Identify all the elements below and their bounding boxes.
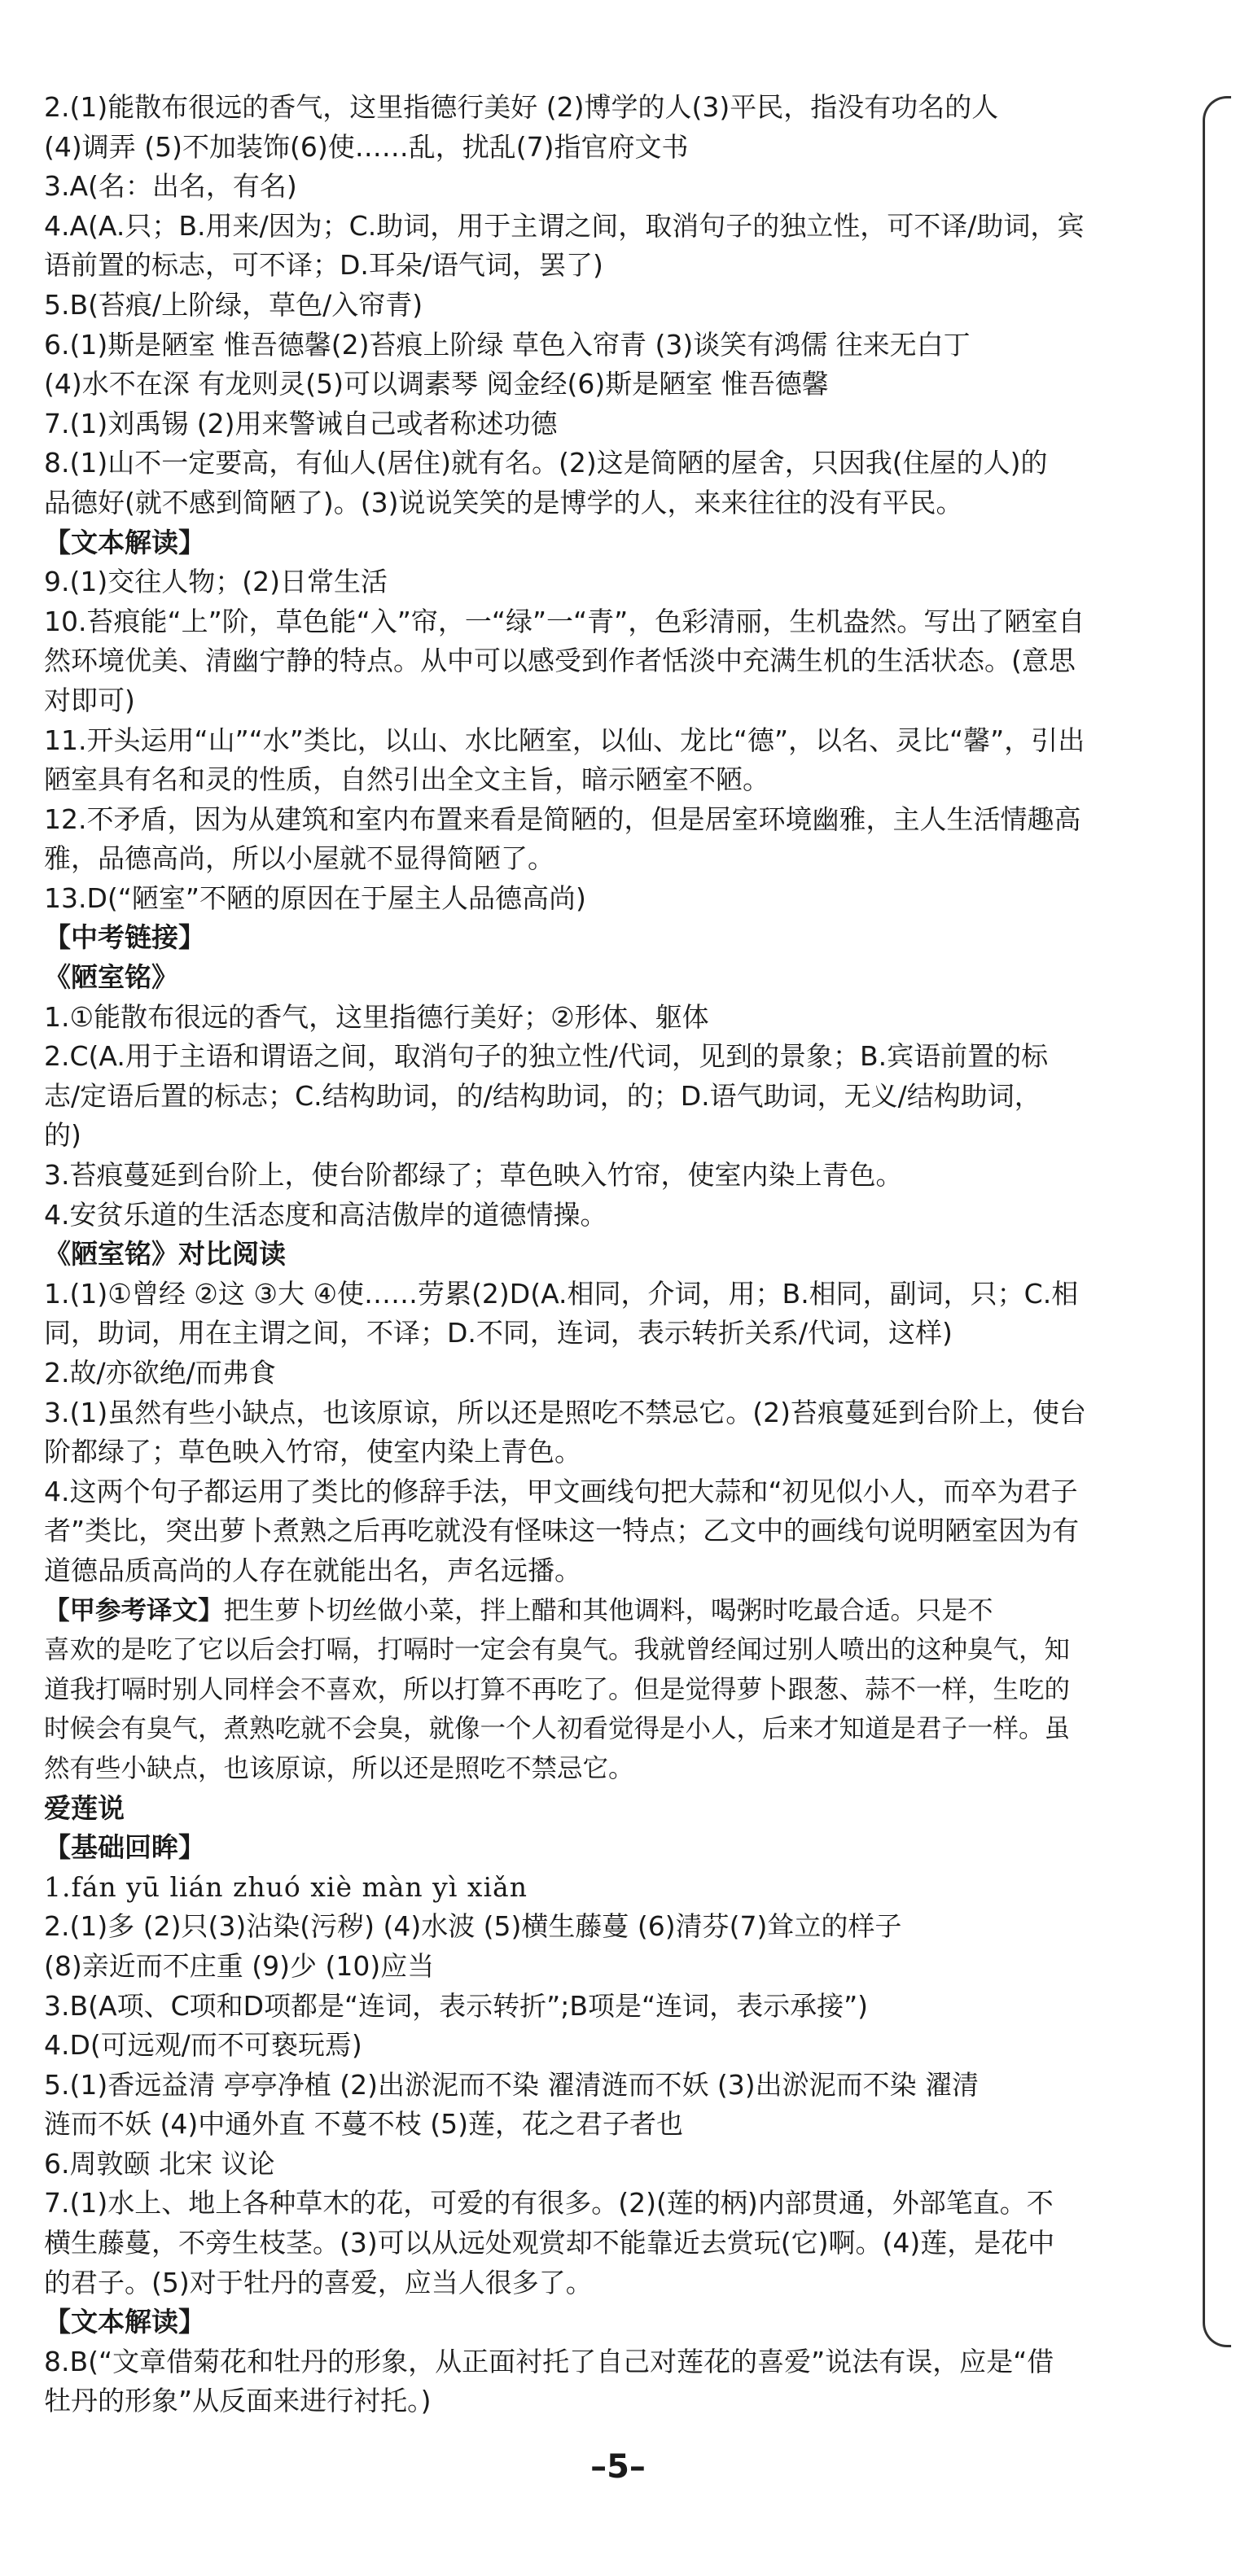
- section-heading: [44, 958, 1208, 998]
- line-text: 的): [44, 1119, 81, 1152]
- text-line: [44, 1314, 1208, 1354]
- line-text: 【文本解读】: [44, 526, 205, 558]
- line-text: 10.苔痕能“上”阶，草色能“入”帘，一“绿”一“青”，色彩清丽，生机盎然。写出了陋室自: [44, 605, 1085, 637]
- text-line: [44, 2145, 1208, 2185]
- line-text: 道我打嗝时别人同样会不喜欢，所以打算不再吃了。但是觉得萝卜跟葱、蒜不一样，生吃的: [44, 1674, 1071, 1704]
- line-text: 8.(1)山不一定要高，有仙人(居住)就有名。(2)这是简陋的屋舍，只因我(住屋的人)的: [44, 447, 1048, 479]
- line-text: 【文本解读】: [44, 2306, 205, 2338]
- text-line: [44, 1393, 1208, 1433]
- text-line: [44, 444, 1208, 483]
- line-text: 【中考链接】: [44, 921, 205, 954]
- line-text: 1.①能散布很远的香气，这里指德行美好；②形体、躯体: [44, 1000, 709, 1033]
- text-line: [44, 167, 1208, 207]
- text-line: [44, 1630, 1208, 1670]
- line-text: 9.(1)交往人物；(2)日常生活: [44, 566, 388, 598]
- text-line: [44, 207, 1208, 247]
- section-heading: [44, 2303, 1208, 2342]
- line-text: 3.(1)虽然有些小缺点，也该原谅，所以还是照吃不禁忌它。(2)苔痕蔓延到台阶上，使台: [44, 1396, 1086, 1428]
- text-line: [44, 1077, 1208, 1117]
- line-text: 2.(1)能散布很远的香气，这里指德行美好 (2)博学的人(3)平民，指没有功名的人: [44, 91, 999, 123]
- line-text: 的君子。(5)对于牡丹的喜爱，应当人很多了。: [44, 2266, 593, 2298]
- line-text: 横生藤蔓，不旁生枝茎。(3)可以从远处观赏却不能靠近去赏玩(它)啊。(4)莲，是花中: [44, 2227, 1055, 2259]
- margin-bracket: [1203, 96, 1231, 2347]
- line-text: 12.不矛盾，因为从建筑和室内布置来看是简陋的，但是居室环境幽雅，主人生活情趣高: [44, 803, 1081, 835]
- line-text: 对即可): [44, 684, 135, 716]
- line-text: 5.B(苔痕/上阶绿，草色/入帘青): [44, 288, 423, 321]
- section-heading: [44, 1828, 1208, 1868]
- line-text: 然环境优美、清幽宁静的特点。从中可以感受到作者恬淡中充满生机的生活状态。(意思: [44, 645, 1076, 677]
- line-text: 涟而不妖 (4)中通外直 不蔓不枝 (5)莲，花之君子者也: [44, 2108, 683, 2141]
- text-line: [44, 1947, 1208, 1987]
- text-line: [44, 2184, 1208, 2224]
- line-text: 道德品质高尚的人存在就能出名，声名远播。: [44, 1554, 581, 1586]
- text-line: [44, 88, 1208, 128]
- line-text: 4.这两个句子都运用了类比的修辞手法，甲文画线句把大蒜和“初见似小人，而卒为君子: [44, 1475, 1078, 1507]
- text-line: [44, 1551, 1208, 1591]
- text-line: [44, 1591, 1208, 1631]
- line-text: 阶都绿了；草色映入竹帘，使室内染上青色。: [44, 1436, 581, 1468]
- text-line: [44, 2026, 1208, 2066]
- text-line: [44, 365, 1208, 405]
- text-line: [44, 760, 1208, 800]
- text-line: [44, 998, 1208, 1038]
- text-line: [44, 2342, 1208, 2382]
- text-line: [44, 2105, 1208, 2145]
- line-text: 4.安贫乐道的生活态度和高洁傲岸的道德情操。: [44, 1198, 607, 1231]
- line-text: 6.(1)斯是陋室 惟吾德馨(2)苔痕上阶绿 草色入帘青 (3)谈笑有鸿儒 往来无白丁: [44, 328, 971, 361]
- line-text: 《陋室铭》: [44, 961, 178, 994]
- line-text: 2.(1)多 (2)只(3)沾染(污秽) (4)水波 (5)横生藤蔓 (6)清芬(7)耸立的样子: [44, 1910, 902, 1943]
- line-text: 4.A(A.只；B.用来/因为；C.助词，用于主谓之间，取消句子的独立性，可不译/助词，宾: [44, 209, 1085, 242]
- line-text: 爱莲说: [44, 1791, 125, 1824]
- text-line: [44, 286, 1208, 326]
- text-line: [44, 1156, 1208, 1196]
- text-line: [44, 641, 1208, 681]
- answer-page: [44, 88, 1208, 2421]
- text-line: [44, 879, 1208, 919]
- text-line: [44, 326, 1208, 365]
- text-line: [44, 1709, 1208, 1749]
- line-text: 11.开头运用“山”“水”类比，以山、水比陋室，以仙、龙比“德”，以名、灵比“馨”，引出: [44, 724, 1085, 756]
- line-text: 志/定语后置的标志；C.结构助词，的/结构助词，的；D.语气助词，无义/结构助词，: [44, 1079, 1041, 1112]
- line-text: 语前置的标志，可不译；D.耳朵/语气词，罢了): [44, 249, 603, 282]
- line-text: 品德好(就不感到简陋了)。(3)说说笑笑的是博学的人，来来往往的没有平民。: [44, 486, 963, 518]
- text-line: [44, 1868, 1208, 1908]
- line-text: 【基础回眸】: [44, 1831, 205, 1864]
- text-line: [44, 2381, 1208, 2421]
- text-line: [44, 1275, 1208, 1314]
- text-line: [44, 1907, 1208, 1947]
- text-line: [44, 405, 1208, 444]
- text-line: [44, 681, 1208, 721]
- line-text: 同，助词，用在主谓之间，不译；D.不同，连词，表示转折关系/代词，这样): [44, 1317, 953, 1349]
- line-text: 时候会有臭气，煮熟吃就不会臭，就像一个人初看觉得是小人，后来才知道是君子一样。虽: [44, 1714, 1071, 1744]
- line-text: 1.fán yū lián zhuó xiè màn yì xiǎn: [44, 1870, 528, 1903]
- line-text: (4)水不在深 有龙则灵(5)可以调素琴 阅金经(6)斯是陋室 惟吾德馨: [44, 368, 829, 400]
- line-text: 5.(1)香远益清 亭亭净植 (2)出淤泥而不染 濯清涟而不妖 (3)出淤泥而不染 濯清: [44, 2068, 980, 2101]
- text-line: [44, 483, 1208, 523]
- text-line: [44, 1037, 1208, 1077]
- line-text: 3.苔痕蔓延到台阶上，使台阶都绿了；草色映入竹帘，使室内染上青色。: [44, 1159, 903, 1192]
- line-text: 1.(1)①曾经 ②这 ③大 ④使……劳累(2)D(A.相同，介词，用；B.相同，副词，只；C.相: [44, 1277, 1079, 1310]
- text-line: [44, 128, 1208, 168]
- line-text: 2.C(A.用于主语和谓语之间，取消句子的独立性/代词，见到的景象；B.宾语前置的标: [44, 1040, 1049, 1073]
- translation-tag: 【甲参考译文】: [44, 1595, 224, 1625]
- line-text: 者”类比，突出萝卜煮熟之后再吃就没有怪味这一特点；乙文中的画线句说明陋室因为有: [44, 1515, 1080, 1547]
- text-line: [44, 839, 1208, 879]
- text-line: [44, 1354, 1208, 1393]
- text-line: [44, 1472, 1208, 1512]
- text-line: [44, 1670, 1208, 1710]
- line-text: 6.周敦颐 北宋 议论: [44, 2147, 275, 2180]
- text-line: [44, 721, 1208, 761]
- line-text: 2.故/亦欲绝/而弗食: [44, 1357, 276, 1389]
- line-text: 3.B(A项、C项和D项都是“连词，表示转折”;B项是“连词，表示承接”): [44, 1989, 869, 2022]
- line-text: 7.(1)水上、地上各种草木的花，可爱的有很多。(2)(莲的柄)内部贯通，外部笔直。不: [44, 2187, 1054, 2220]
- text-line: [44, 246, 1208, 286]
- section-heading: [44, 1235, 1208, 1275]
- text-line: [44, 800, 1208, 840]
- text-line: [44, 1511, 1208, 1551]
- section-heading: [44, 1789, 1208, 1829]
- text-line: [44, 602, 1208, 642]
- line-text: 雅，品德高尚，所以小屋就不显得简陋了。: [44, 842, 554, 875]
- line-text: 陋室具有名和灵的性质，自然引出全文主旨，暗示陋室不陋。: [44, 763, 769, 796]
- section-heading: [44, 918, 1208, 958]
- text-line: [44, 2263, 1208, 2303]
- text-line: [44, 1432, 1208, 1472]
- text-line: [44, 1987, 1208, 2027]
- text-line: [44, 1196, 1208, 1236]
- line-text: 4.D(可远观/而不可亵玩焉): [44, 2029, 362, 2062]
- text-line: [44, 1116, 1208, 1156]
- line-text: 喜欢的是吃了它以后会打嗝，打嗝时一定会有臭气。我就曾经闻过别人喷出的这种臭气，知: [44, 1635, 1071, 1665]
- line-text: 然有些小缺点，也该原谅，所以还是照吃不禁忌它。: [44, 1753, 634, 1783]
- line-text: 13.D(“陋室”不陋的原因在于屋主人品德高尚): [44, 881, 586, 914]
- text-line: [44, 2066, 1208, 2106]
- line-text: 牡丹的形象”从反面来进行衬托。): [44, 2385, 432, 2417]
- line-text: 7.(1)刘禹锡 (2)用来警诫自己或者称述功德: [44, 407, 558, 440]
- text-line: [44, 2224, 1208, 2263]
- page-number: –5–: [590, 2448, 646, 2486]
- line-text: (8)亲近而不庄重 (9)少 (10)应当: [44, 1949, 435, 1982]
- line-text: (4)调弄 (5)不加装饰(6)使……乱，扰乱(7)指官府文书: [44, 130, 689, 163]
- line-text: 把生萝卜切丝做小菜，拌上醋和其他调料，喝粥时吃最合适。只是不: [223, 1595, 993, 1625]
- section-heading: [44, 523, 1208, 563]
- line-text: 8.B(“文章借菊花和牡丹的形象，从正面衬托了自己对莲花的喜爱”说法有误，应是“借: [44, 2345, 1054, 2377]
- text-line: [44, 1749, 1208, 1789]
- line-text: 3.A(名：出名，有名): [44, 170, 297, 203]
- line-text: 《陋室铭》对比阅读: [44, 1238, 286, 1271]
- text-line: [44, 562, 1208, 602]
